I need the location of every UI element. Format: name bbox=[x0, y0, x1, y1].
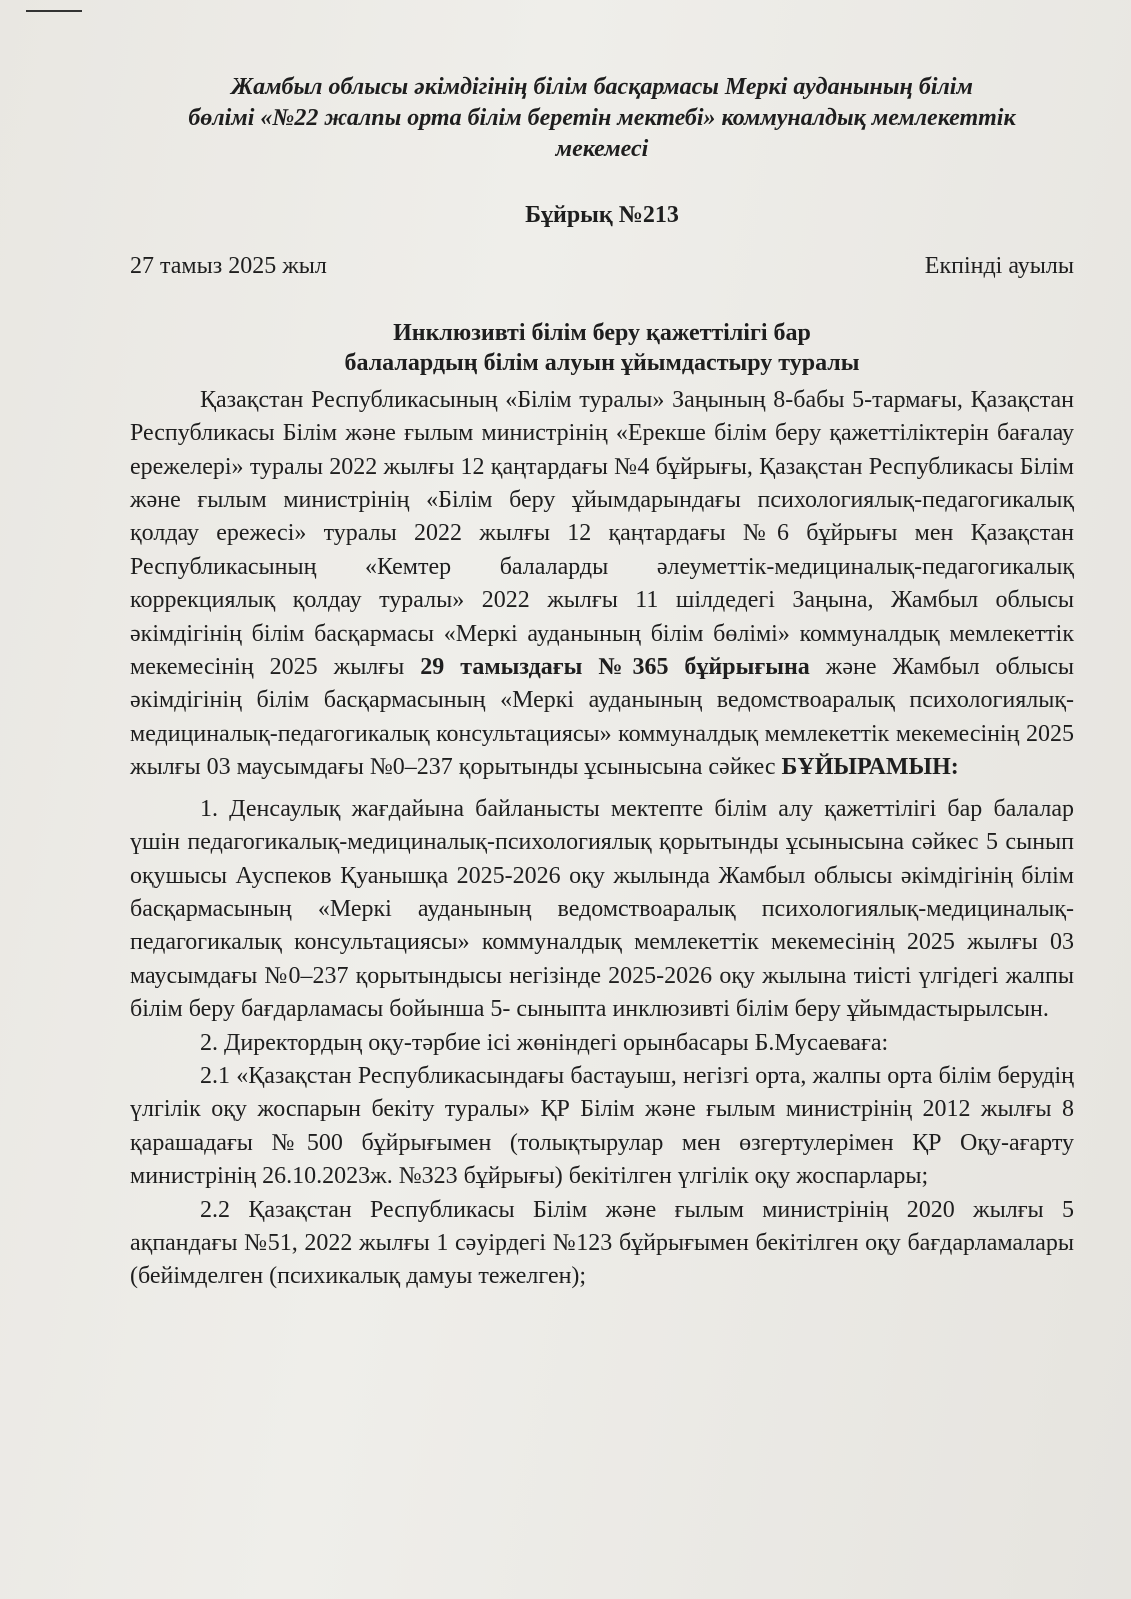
item-1: 1. Денсаулық жағдайына байланысты мектепте білім алу қажеттілігі бар балалар үшін педагогикалық-медициналық-психологиялық қорытынды ұсынысына сәйкес 5 сынып оқушысы Ауспеков Қуанышқа 2025-2026 оқу жылында Жамбыл облысы әкімдігінің білім басқармасының «Меркі ауданының ведомствоаралық психологиялық-медициналық-педагогикалық консультациясы» коммуналдық мемлекеттік мекемесінің 2025 жылғы 03 маусымдағы №0–237 қорытындысы негізінде 2025-2026 оқу жылына тиісті үлгідегі жалпы білім беру бағдарламасы бойынша 5- сыныпта инклюзивті білім беру ұйымдастырылсын. bbox=[130, 795, 1074, 1023]
subject-line-1: Инклюзивті білім беру қажеттілігі бар bbox=[393, 319, 811, 346]
document-body bbox=[130, 72, 1074, 1294]
order-title: Бұйрық №213 bbox=[525, 202, 679, 228]
item-2-2: 2.2 Қазақстан Республикасы Білім және ғылым министрінің 2020 жылғы 5 ақпандағы №51, 2022 жылғы 1 сәуірдегі №123 бұйрығымен бекітілген оқу бағдарламалары (бейімделген (психикалық дамуы тежелген); bbox=[130, 1196, 1074, 1290]
date-place-line bbox=[130, 250, 1074, 283]
order-subject bbox=[130, 318, 1074, 378]
header-line-1: Жамбыл облысы әкімдігінің білім басқармасы Меркі ауданының білім bbox=[231, 74, 973, 100]
item-2-1: 2.1 «Қазақстан Республикасындағы бастауыш, негізгі орта, жалпы орта білім берудің үлгілік оқу жоспарын бекіту туралы» ҚР Білім және ғылым министрінің 2012 жылғы 8 қарашадағы №500 бұйрығымен (толықтырулар мен өзгертулерімен ҚР Оқу-ағарту министрінің 26.10.2023ж. №323 бұйрығы) бекітілген үлгілік оқу жоспарлары; bbox=[130, 1062, 1074, 1190]
subject-line-2: балалардың білім алуын ұйымдастыру туралы bbox=[344, 349, 860, 376]
order-command: БҰЙЫРАМЫН: bbox=[781, 754, 959, 781]
preamble-text-1: Қазақстан Республикасының «Білім туралы» Заңының 8-бабы 5-тармағы, Қазақстан Республикасы Білім және ғылым министрінің «Ерекше білім беру қажеттіліктерін бағалау ережелері» туралы 2022 жылғы 12 қаңтардағы №4 бұйрығы, Қазақстан Республикасы Білім және ғылым министрінің «Білім беру ұйымдарындағы психологиялық-педагогикалық қолдау ережесі» туралы 2022 жылғы 12 қаңтардағы №6 бұйрығы мен Қазақстан Республикасының «Кемтер балаларды әлеуметтік-медициналық-педагогикалық коррекциялық қолдау туралы» 2022 жылғы 11 шілдедегі Заңына, Жамбыл облысы әкімдігінің білім басқармасы «Меркі ауданының білім бөлімі» коммуналдық мемлекеттік мекемесінің 2025 жылғы bbox=[130, 386, 1074, 681]
preamble-text-2: және Жамбыл облысы әкімдігінің білім басқармасының «Меркі ауданының ведомствоаралық психологиялық-медициналық-педагогикалық консультациясы» коммуналдық мемлекеттік мекемесінің 2025 жылғы 03 маусымдағы №0–237 қорытынды ұсынысына сәйкес bbox=[130, 654, 1075, 781]
header-line-3: мекемесі bbox=[555, 136, 649, 162]
scan-mark bbox=[26, 10, 82, 12]
order-place: Екпінді ауылы bbox=[924, 253, 1074, 280]
preamble-paragraph bbox=[130, 384, 1074, 785]
order-date: 27 тамыз 2025 жыл bbox=[130, 253, 327, 280]
organization-header bbox=[130, 72, 1074, 165]
item-2: 2. Директордың оқу-тәрбие ісі жөніндегі орынбасары Б.Мусаеваға: bbox=[200, 1029, 889, 1056]
header-line-2: бөлімі «№22 жалпы орта білім беретін мектебі» коммуналдық мемлекеттік bbox=[188, 105, 1016, 131]
preamble-bold-reference: 29 тамыздағы №365 бұйрығына bbox=[420, 654, 810, 681]
